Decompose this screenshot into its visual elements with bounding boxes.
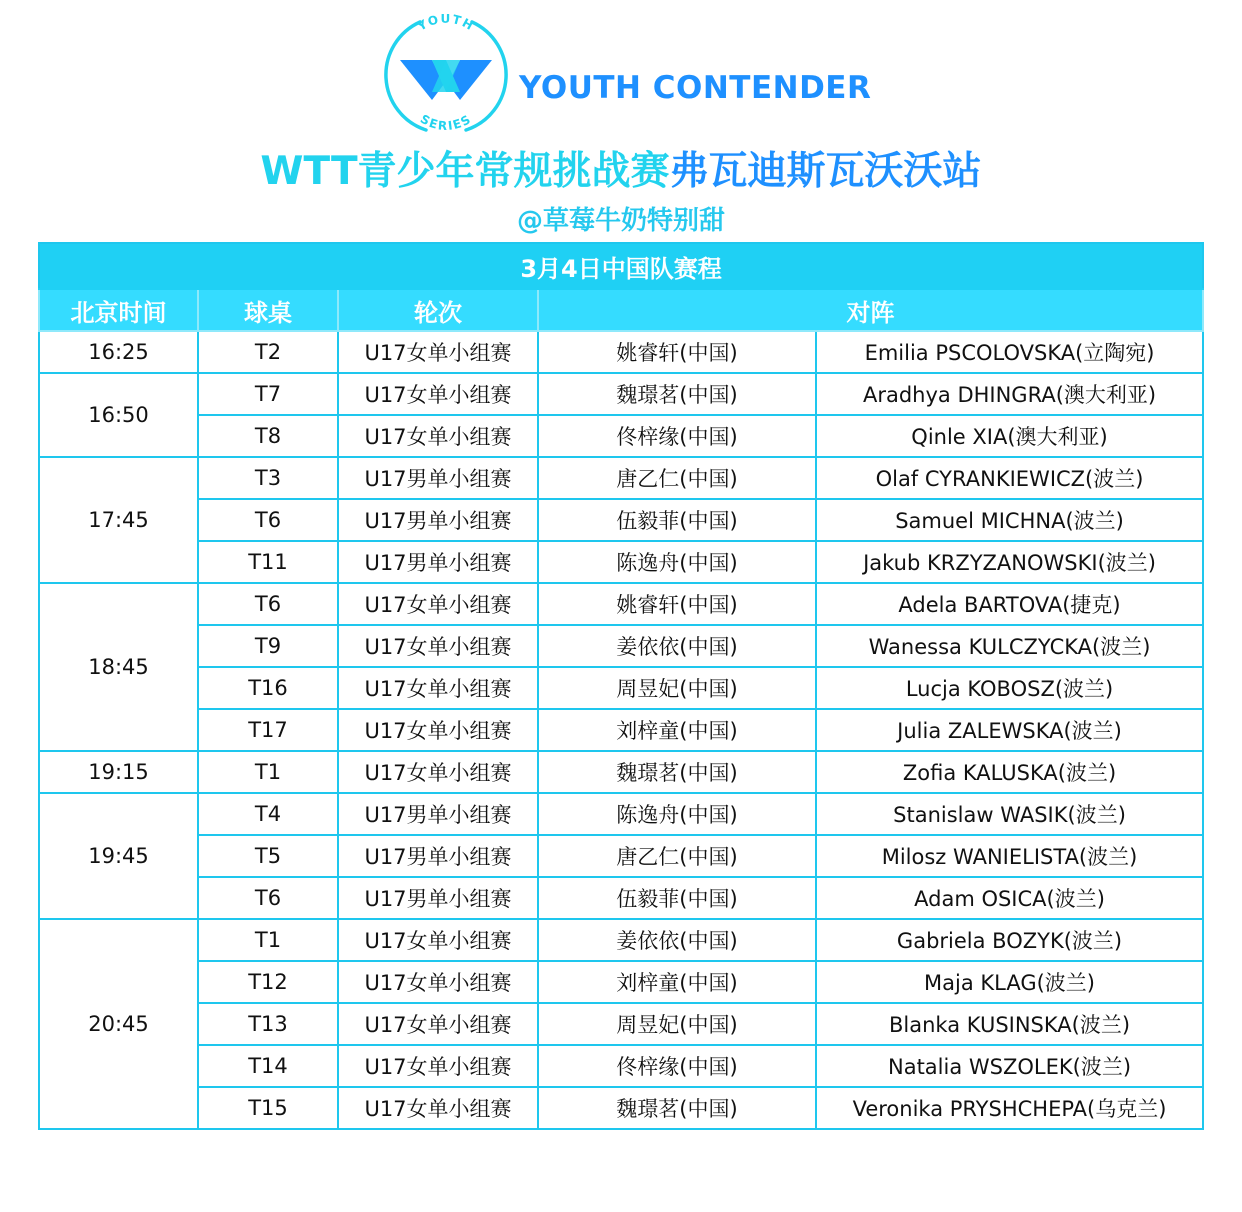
table-row <box>39 373 1203 415</box>
cell-round: U17女单小组赛 <box>338 1003 538 1045</box>
cell-round: U17女单小组赛 <box>338 961 538 1003</box>
cell-player: 魏璟茗(中国) <box>538 751 816 793</box>
wtt-youth-logo <box>384 8 508 136</box>
cell-round: U17女单小组赛 <box>338 709 538 751</box>
cell-opponent: Maja KLAG(波兰) <box>816 961 1203 1003</box>
cell-player: 刘梓童(中国) <box>538 961 816 1003</box>
cell-table: T1 <box>198 919 338 961</box>
cell-time: 16:25 <box>39 331 198 373</box>
cell-table: T6 <box>198 499 338 541</box>
cell-opponent: Aradhya DHINGRA(澳大利亚) <box>816 373 1203 415</box>
table-row <box>39 583 1203 625</box>
cell-round: U17女单小组赛 <box>338 919 538 961</box>
cell-round: U17男单小组赛 <box>338 877 538 919</box>
cell-time: 18:45 <box>39 583 198 751</box>
cell-table: T17 <box>198 709 338 751</box>
table-row <box>39 961 1203 1003</box>
cell-opponent: Veronika PRYSHCHEPA(乌克兰) <box>816 1087 1203 1129</box>
cell-round: U17男单小组赛 <box>338 793 538 835</box>
cell-opponent: Lucja KOBOSZ(波兰) <box>816 667 1203 709</box>
table-row <box>39 625 1203 667</box>
cell-opponent: Adela BARTOVA(捷克) <box>816 583 1203 625</box>
cell-player: 姚睿轩(中国) <box>538 583 816 625</box>
cell-opponent: Olaf CYRANKIEWICZ(波兰) <box>816 457 1203 499</box>
cell-player: 周昱妃(中国) <box>538 1003 816 1045</box>
cell-opponent: Natalia WSZOLEK(波兰) <box>816 1045 1203 1087</box>
cell-round: U17女单小组赛 <box>338 667 538 709</box>
table-row <box>39 331 1203 373</box>
header-time: 北京时间 <box>39 289 198 331</box>
cell-round: U17女单小组赛 <box>338 373 538 415</box>
cell-opponent: Qinle XIA(澳大利亚) <box>816 415 1203 457</box>
table-row <box>39 415 1203 457</box>
table-row <box>39 835 1203 877</box>
cell-player: 唐乙仁(中国) <box>538 457 816 499</box>
cell-table: T7 <box>198 373 338 415</box>
cell-round: U17女单小组赛 <box>338 1087 538 1129</box>
header-match: 对阵 <box>538 289 1203 331</box>
cell-table: T9 <box>198 625 338 667</box>
cell-opponent: Zofia KALUSKA(波兰) <box>816 751 1203 793</box>
table-caption: 3月4日中国队赛程 <box>39 243 1203 289</box>
header-table: 球桌 <box>198 289 338 331</box>
cell-time: 20:45 <box>39 919 198 1129</box>
cell-table: T3 <box>198 457 338 499</box>
schedule-body <box>39 331 1203 1129</box>
cell-opponent: Gabriela BOZYK(波兰) <box>816 919 1203 961</box>
cell-time: 19:15 <box>39 751 198 793</box>
header-round: 轮次 <box>338 289 538 331</box>
cell-player: 魏璟茗(中国) <box>538 373 816 415</box>
cell-table: T4 <box>198 793 338 835</box>
cell-round: U17女单小组赛 <box>338 625 538 667</box>
wtt-wing-icon <box>400 60 492 100</box>
cell-player: 伍毅菲(中国) <box>538 877 816 919</box>
cell-table: T8 <box>198 415 338 457</box>
table-row <box>39 499 1203 541</box>
cell-player: 陈逸舟(中国) <box>538 541 816 583</box>
cell-table: T12 <box>198 961 338 1003</box>
title-part-1: WTT青少年常规挑战赛 <box>260 149 670 194</box>
cell-player: 周昱妃(中国) <box>538 667 816 709</box>
cell-opponent: Wanessa KULCZYCKA(波兰) <box>816 625 1203 667</box>
cell-table: T13 <box>198 1003 338 1045</box>
cell-table: T2 <box>198 331 338 373</box>
cell-player: 魏璟茗(中国) <box>538 1087 816 1129</box>
cell-opponent: Stanislaw WASIK(波兰) <box>816 793 1203 835</box>
cell-table: T6 <box>198 583 338 625</box>
cell-opponent: Jakub KRZYZANOWSKI(波兰) <box>816 541 1203 583</box>
table-row <box>39 919 1203 961</box>
cell-time: 16:50 <box>39 373 198 457</box>
logo-wordmark: YOUTH CONTENDER <box>519 70 872 106</box>
table-row <box>39 709 1203 751</box>
table-row <box>39 793 1203 835</box>
table-row <box>39 1003 1203 1045</box>
table-row <box>39 1045 1203 1087</box>
cell-player: 刘梓童(中国) <box>538 709 816 751</box>
cell-player: 姜依依(中国) <box>538 625 816 667</box>
cell-round: U17女单小组赛 <box>338 1045 538 1087</box>
schedule-table <box>38 242 1204 1130</box>
cell-round: U17女单小组赛 <box>338 583 538 625</box>
title-part-2: 弗瓦迪斯瓦沃沃站 <box>669 149 982 194</box>
svg-text:YOUTH <box>414 12 476 34</box>
cell-time: 19:45 <box>39 793 198 919</box>
cell-round: U17男单小组赛 <box>338 835 538 877</box>
cell-opponent: Milosz WANIELISTA(波兰) <box>816 835 1203 877</box>
cell-round: U17男单小组赛 <box>338 457 538 499</box>
cell-player: 佟梓缘(中国) <box>538 1045 816 1087</box>
cell-player: 姜依依(中国) <box>538 919 816 961</box>
table-row <box>39 751 1203 793</box>
cell-opponent: Julia ZALEWSKA(波兰) <box>816 709 1203 751</box>
table-row <box>39 457 1203 499</box>
cell-round: U17女单小组赛 <box>338 415 538 457</box>
table-row <box>39 667 1203 709</box>
cell-table: T5 <box>198 835 338 877</box>
cell-table: T11 <box>198 541 338 583</box>
cell-opponent: Samuel MICHNA(波兰) <box>816 499 1203 541</box>
page-title <box>0 146 1242 198</box>
cell-round: U17女单小组赛 <box>338 751 538 793</box>
cell-table: T6 <box>198 877 338 919</box>
cell-table: T15 <box>198 1087 338 1129</box>
cell-round: U17男单小组赛 <box>338 541 538 583</box>
table-row <box>39 541 1203 583</box>
cell-player: 唐乙仁(中国) <box>538 835 816 877</box>
cell-opponent: Emilia PSCOLOVSKA(立陶宛) <box>816 331 1203 373</box>
cell-player: 佟梓缘(中国) <box>538 415 816 457</box>
table-row <box>39 1087 1203 1129</box>
cell-player: 伍毅菲(中国) <box>538 499 816 541</box>
cell-player: 陈逸舟(中国) <box>538 793 816 835</box>
cell-round: U17女单小组赛 <box>338 331 538 373</box>
logo-arc-bottom-text: SERIES <box>417 111 475 134</box>
logo-arc-top-text: YOUTH <box>415 11 477 34</box>
cell-player: 姚睿轩(中国) <box>538 331 816 373</box>
cell-round: U17男单小组赛 <box>338 499 538 541</box>
cell-opponent: Adam OSICA(波兰) <box>816 877 1203 919</box>
cell-time: 17:45 <box>39 457 198 583</box>
cell-opponent: Blanka KUSINSKA(波兰) <box>816 1003 1203 1045</box>
table-row <box>39 877 1203 919</box>
author-handle: @草莓牛奶特别甜 <box>516 206 725 236</box>
cell-table: T14 <box>198 1045 338 1087</box>
cell-table: T1 <box>198 751 338 793</box>
cell-table: T16 <box>198 667 338 709</box>
